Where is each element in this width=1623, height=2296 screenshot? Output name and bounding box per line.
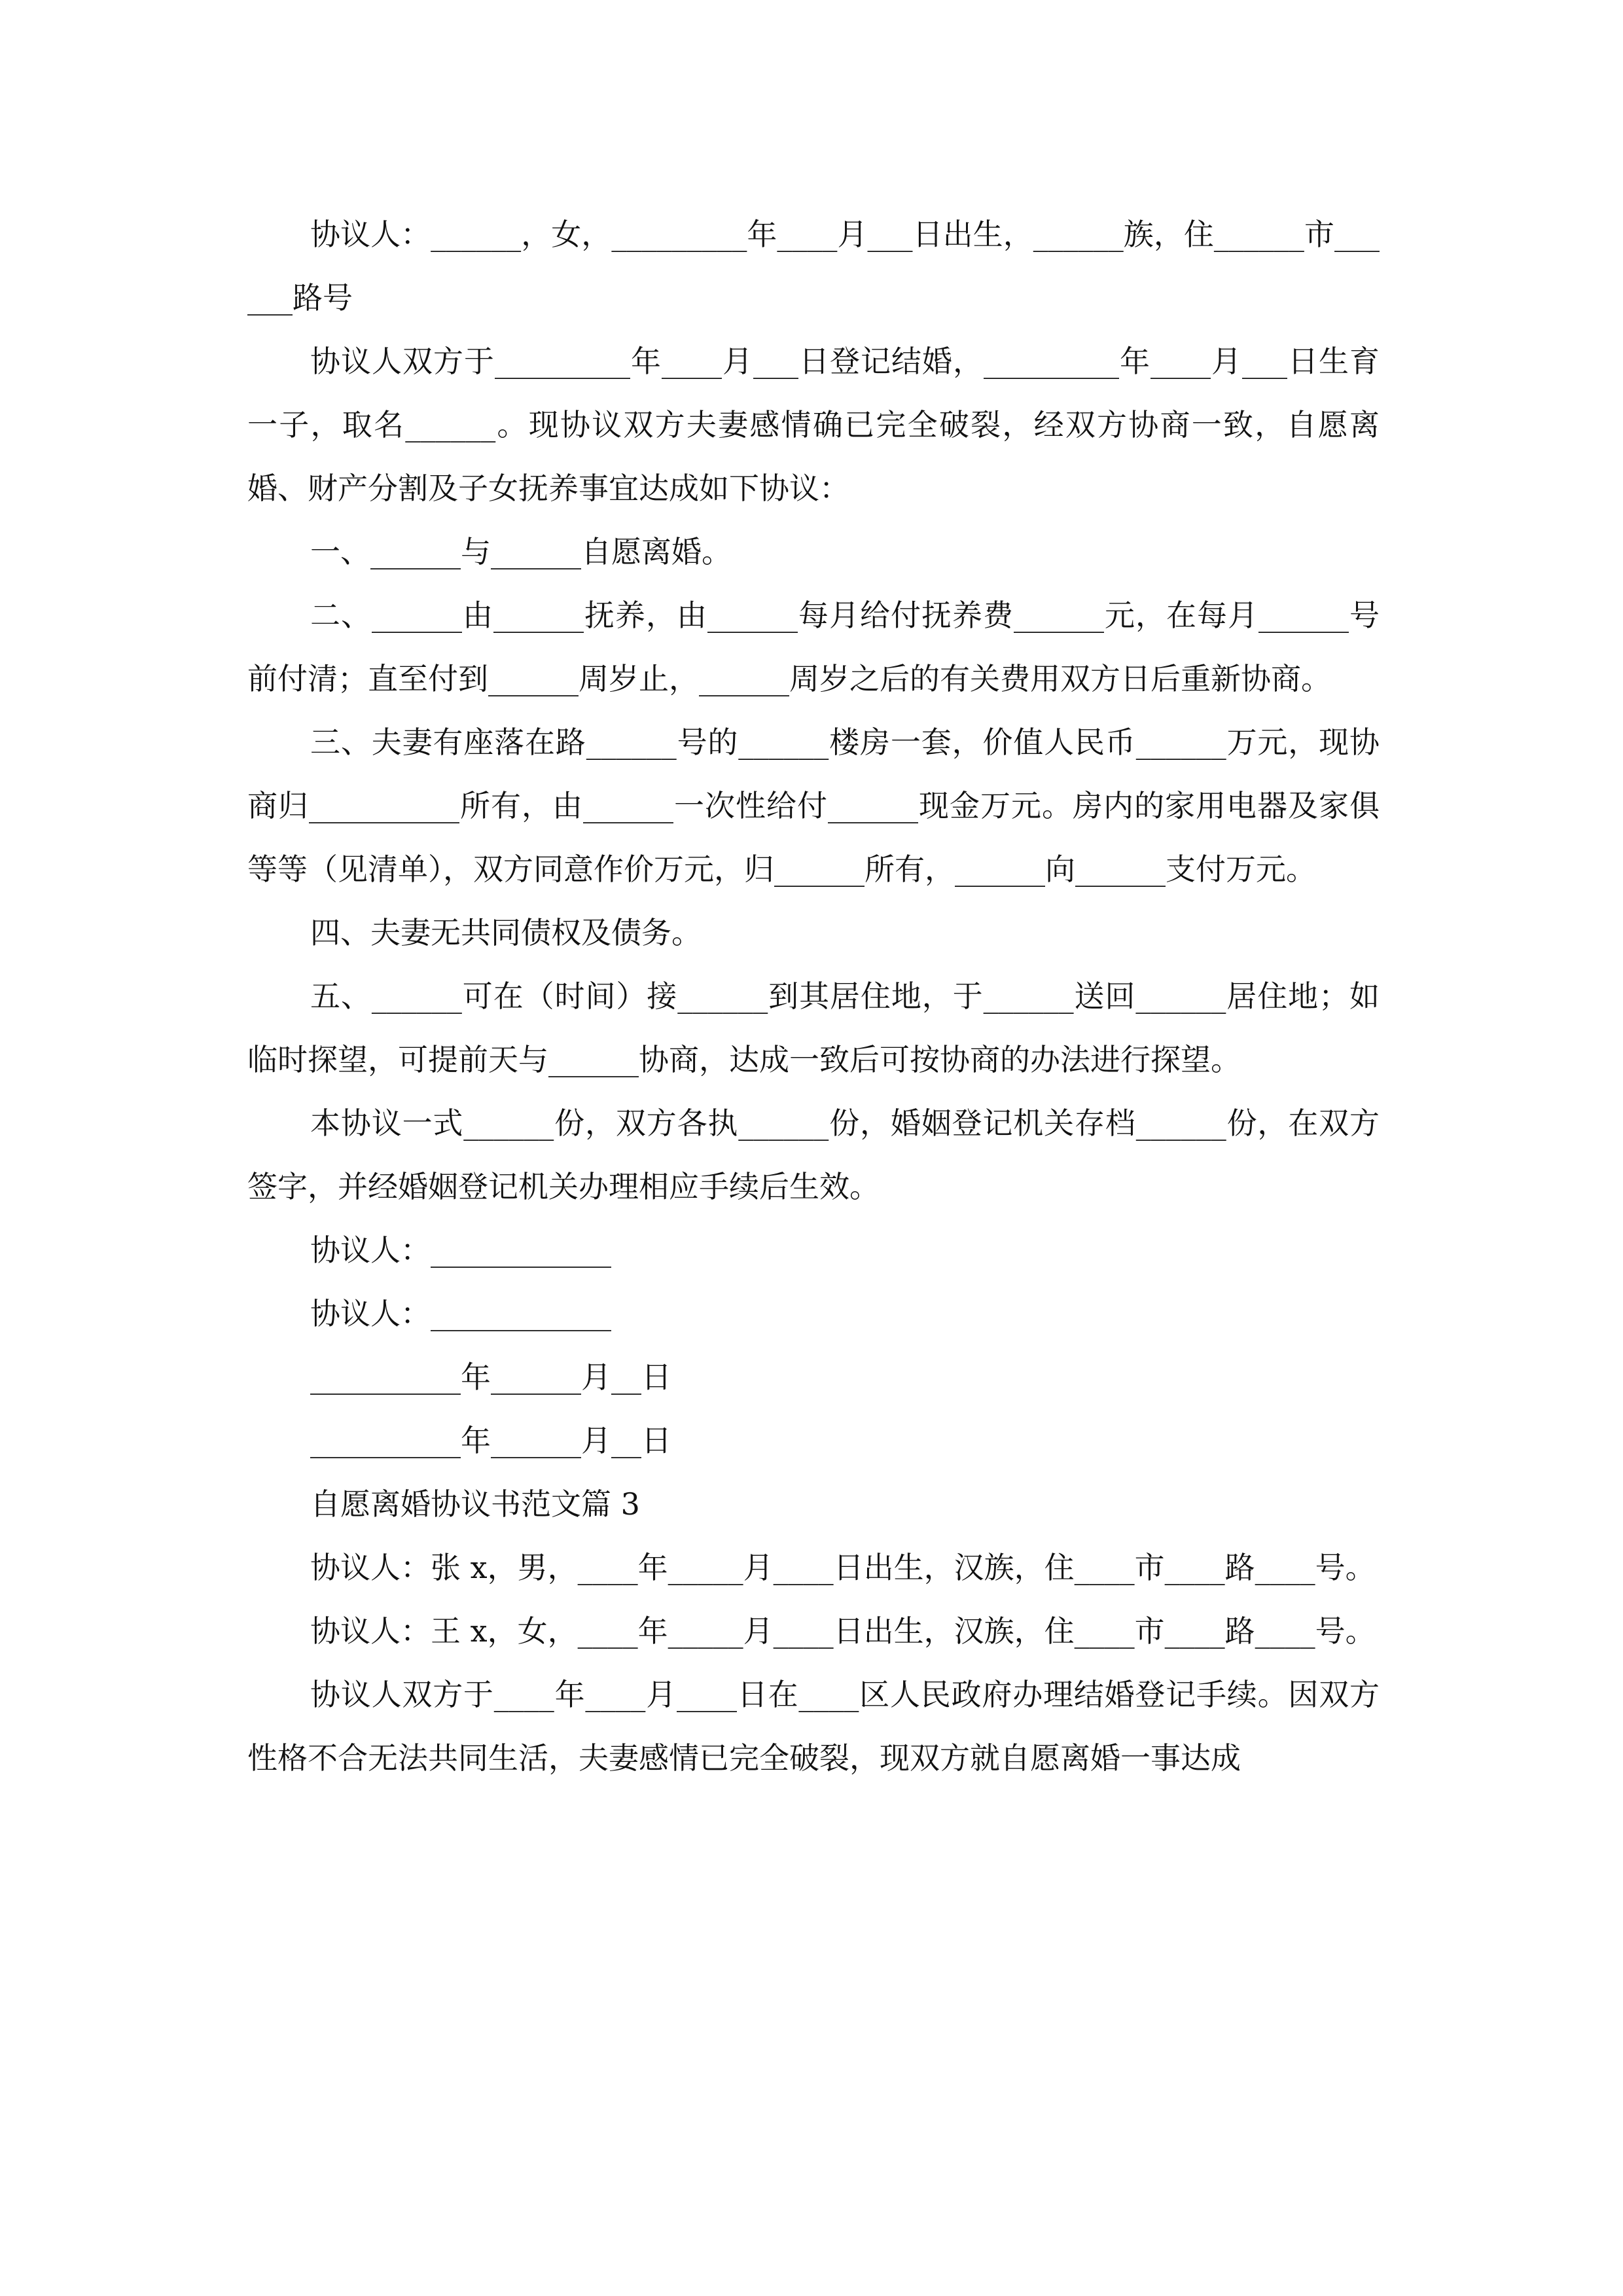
- paragraph-party-wang: 协议人：王 x，女，____年_____月____日出生，汉族，住____市____路____号。: [310, 1613, 1376, 1649]
- paragraph-clause-5: 五、______可在（时间）接______到其居住地，于______送回______居住地；如临时探望，可提前天与______协商，达成一致后可按协商的办法进行探望。: [247, 978, 1380, 1077]
- paragraph-party-female-info: 协议人：______，女，_________年____月___日出生，______族，住______市______路号: [247, 217, 1380, 315]
- paragraph-clause-3: 三、夫妻有座落在路______号的______楼房一套，价值人民币______万元，现协商归__________所有，由______一次性给付______现金万元。房内的家用电器及家俱等等（见清单），双方同意作价万元，归______所有，______向______支付万元。: [247, 725, 1380, 887]
- paragraph-clause-2: 二、______由______抚养，由______每月给付抚养费______元，在每月______号前付清；直至付到______周岁止，______周岁之后的有关费用双方日后重新协商。: [247, 598, 1380, 696]
- section-title: 自愿离婚协议书范文篇 3: [310, 1486, 640, 1522]
- paragraph-clause-1: 一、______与______自愿离婚。: [310, 534, 732, 569]
- signature-line-2: 协议人：____________: [310, 1296, 611, 1331]
- paragraph-marriage-info: 协议人双方于_________年____月___日登记结婚，_________年____月___日生育一子，取名______。现协议双方夫妻感情确已完全破裂，经双方协商一致，自愿离婚、财产分割及子女抚养事宜达成如下协议：: [247, 344, 1380, 506]
- paragraph-party-zhang: 协议人：张 x，男，____年_____月____日出生，汉族，住____市____路____号。: [310, 1550, 1376, 1585]
- signature-line-1: 协议人：____________: [310, 1232, 611, 1268]
- paragraph-copies: 本协议一式______份，双方各执______份，婚姻登记机关存档______份，在双方签字，并经婚姻登记机关办理相应手续后生效。: [247, 1105, 1380, 1204]
- document-page: [247, 203, 1380, 1790]
- paragraph-marriage-registration: 协议人双方于____年____月____日在____区人民政府办理结婚登记手续。因双方性格不合无法共同生活，夫妻感情已完全破裂，现双方就自愿离婚一事达成: [247, 1677, 1380, 1776]
- date-line-1: __________年______月__日: [310, 1359, 671, 1395]
- date-line-2: __________年______月__日: [310, 1423, 671, 1458]
- paragraph-clause-4: 四、夫妻无共同债权及债务。: [310, 915, 702, 950]
